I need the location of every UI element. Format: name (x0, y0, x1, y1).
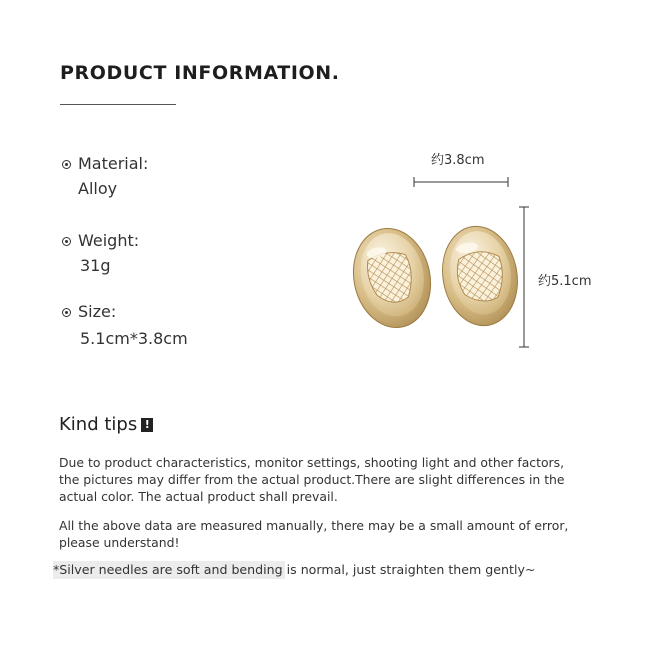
bullet-icon (62, 160, 71, 169)
size-label: Size: (78, 302, 117, 321)
weight-label: Weight: (78, 231, 140, 250)
size-value: 5.1cm*3.8cm (80, 329, 188, 348)
height-dimension-label: 约5.1cm (538, 274, 592, 289)
bullet-icon (62, 237, 71, 246)
width-dimension-label: 约3.8cm (431, 153, 485, 168)
title-underline (60, 104, 176, 105)
exclamation-icon: ! (141, 418, 153, 432)
silver-needles-note: *Silver needles are soft and bending is normal, just straighten them gently~ (53, 562, 536, 577)
measurement-paragraph: All the above data are measured manually, there may be a small amount of error, please understand! (59, 518, 569, 550)
kind-tips-heading (59, 414, 153, 435)
kind-tips-title: Kind tips (59, 414, 138, 435)
page-title: PRODUCT INFORMATION. (60, 62, 340, 84)
earrings-image (340, 170, 540, 355)
material-label: Material: (78, 154, 149, 173)
left-earring (344, 221, 439, 335)
right-earring (435, 220, 525, 331)
bullet-icon (62, 308, 71, 317)
width-dimension-line (414, 177, 508, 187)
material-value: Alloy (78, 179, 118, 198)
disclaimer-paragraph: Due to product characteristics, monitor settings, shooting light and other factors, the pictures may differ from the actual product.There are slight differences in the actual color. The actual product shall prevail. (59, 455, 565, 504)
height-dimension-line (519, 207, 529, 347)
weight-value: 31g (80, 256, 111, 275)
